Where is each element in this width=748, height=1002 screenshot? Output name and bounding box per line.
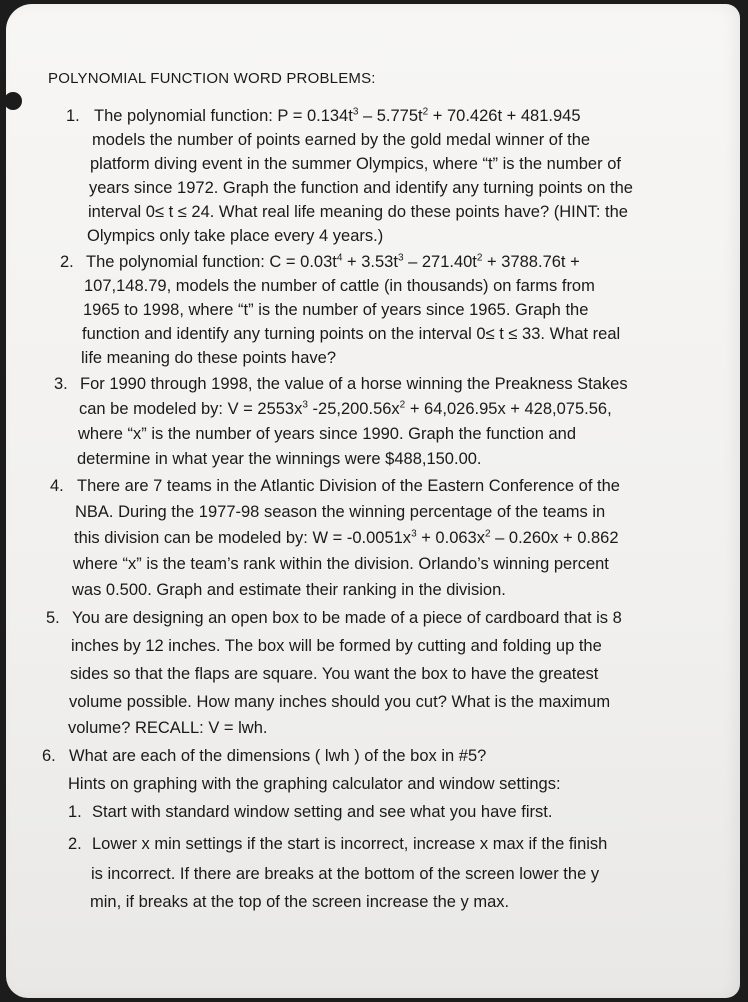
problem-2-line-4: function and identify any turning points on the interval 0≤ t ≤ 33. What real: [82, 325, 621, 343]
problem-4-line-3: this division can be modeled by: $W = -0.0051x^3 + 0.063x^2 - 0.260x + 0.862$: [74, 528, 619, 547]
hint-2-line-2: is incorrect. If there are breaks at the bottom of the screen lower the y: [91, 865, 600, 883]
problem-2-line-3: 1965 to 1998, where “t” is the number of years since 1965. Graph the: [83, 301, 589, 319]
problem-6-line-2: Hints on graphing with the graphing calculator and window settings:: [68, 775, 561, 793]
problem-5-line-2: inches by 12 inches. The box will be formed by cutting and folding up the: [71, 637, 602, 655]
problem-1-number: 1.: [66, 107, 80, 125]
hint-1-number: 1.: [68, 803, 82, 821]
hint-2-line-1: Lower x min settings if the start is incorrect, increase x max if the finish: [92, 835, 608, 853]
problem-1-line-1: The polynomial function: $P = 0.134t^3 - 5.775t^2 + 70.426t + 481.945$: [94, 106, 581, 125]
problem-6-line-1: What are each of the dimensions ( lwh ) of the box in #5?: [69, 747, 487, 765]
problem-3-line-3: where “x” is the number of years since 1990. Graph the function and: [78, 425, 577, 443]
problem-3-line-2: can be modeled by: $V = 2553x^3$ $-25,200.56x^2 + 64,026.95x + 428,075.56$,: [79, 399, 612, 418]
problem-1-line-2: models the number of points earned by the gold medal winner of the: [92, 131, 591, 149]
problem-list: [6, 4, 740, 998]
hint-2-number: 2.: [68, 835, 82, 853]
problem-1-line-4: years since 1972. Graph the function and identify any turning points on the: [89, 179, 633, 197]
problem-4-line-2: NBA. During the 1977-98 season the winning percentage of the teams in: [75, 503, 606, 521]
problem-1-line-3: platform diving event in the summer Olympics, where “t” is the number of: [90, 155, 621, 173]
problem-2-number: 2.: [60, 253, 74, 271]
hint-2-line-3: min, if breaks at the top of the screen increase the y max.: [90, 893, 510, 911]
problem-1-line-6: Olympics only take place every 4 years.): [87, 227, 384, 245]
problem-2-line-1: The polynomial function: $C = 0.03t^4 + 3.53t^3 - 271.40t^2 + 3788.76t$ +: [86, 252, 580, 271]
problem-2-line-5: life meaning do these points have?: [81, 349, 337, 367]
problem-4-number: 4.: [50, 477, 64, 495]
worksheet-page: [6, 4, 740, 998]
problem-5-line-3: sides so that the flaps are square. You want the box to have the greatest: [70, 665, 599, 683]
problem-3-number: 3.: [54, 375, 68, 393]
problem-4-line-5: was 0.500. Graph and estimate their ranking in the division.: [72, 581, 506, 599]
problem-2-line-2: 107,148.79, models the number of cattle (in thousands) on farms from: [84, 277, 595, 295]
problem-5-number: 5.: [46, 609, 60, 627]
problem-5-line-5: volume? RECALL: V = lwh.: [68, 719, 268, 737]
problem-4-line-1: There are 7 teams in the Atlantic Division of the Eastern Conference of the: [77, 477, 620, 495]
problem-3-line-1: For 1990 through 1998, the value of a horse winning the Preakness Stakes: [80, 375, 628, 393]
problem-3-line-4: determine in what year the winnings were $488,150.00.: [77, 450, 482, 468]
page-title: POLYNOMIAL FUNCTION WORD PROBLEMS:: [48, 70, 376, 87]
hint-1-line-1: Start with standard window setting and see what you have first.: [92, 803, 553, 821]
problem-5-line-1: You are designing an open box to be made of a piece of cardboard that is 8: [72, 609, 622, 627]
problem-1-line-5: interval 0≤ t ≤ 24. What real life meaning do these points have? (HINT: the: [88, 203, 628, 221]
problem-4-line-4: where “x” is the team’s rank within the division. Orlando’s winning percent: [73, 555, 609, 573]
problem-5-line-4: volume possible. How many inches should you cut? What is the maximum: [69, 693, 611, 711]
problem-6-number: 6.: [42, 747, 56, 765]
